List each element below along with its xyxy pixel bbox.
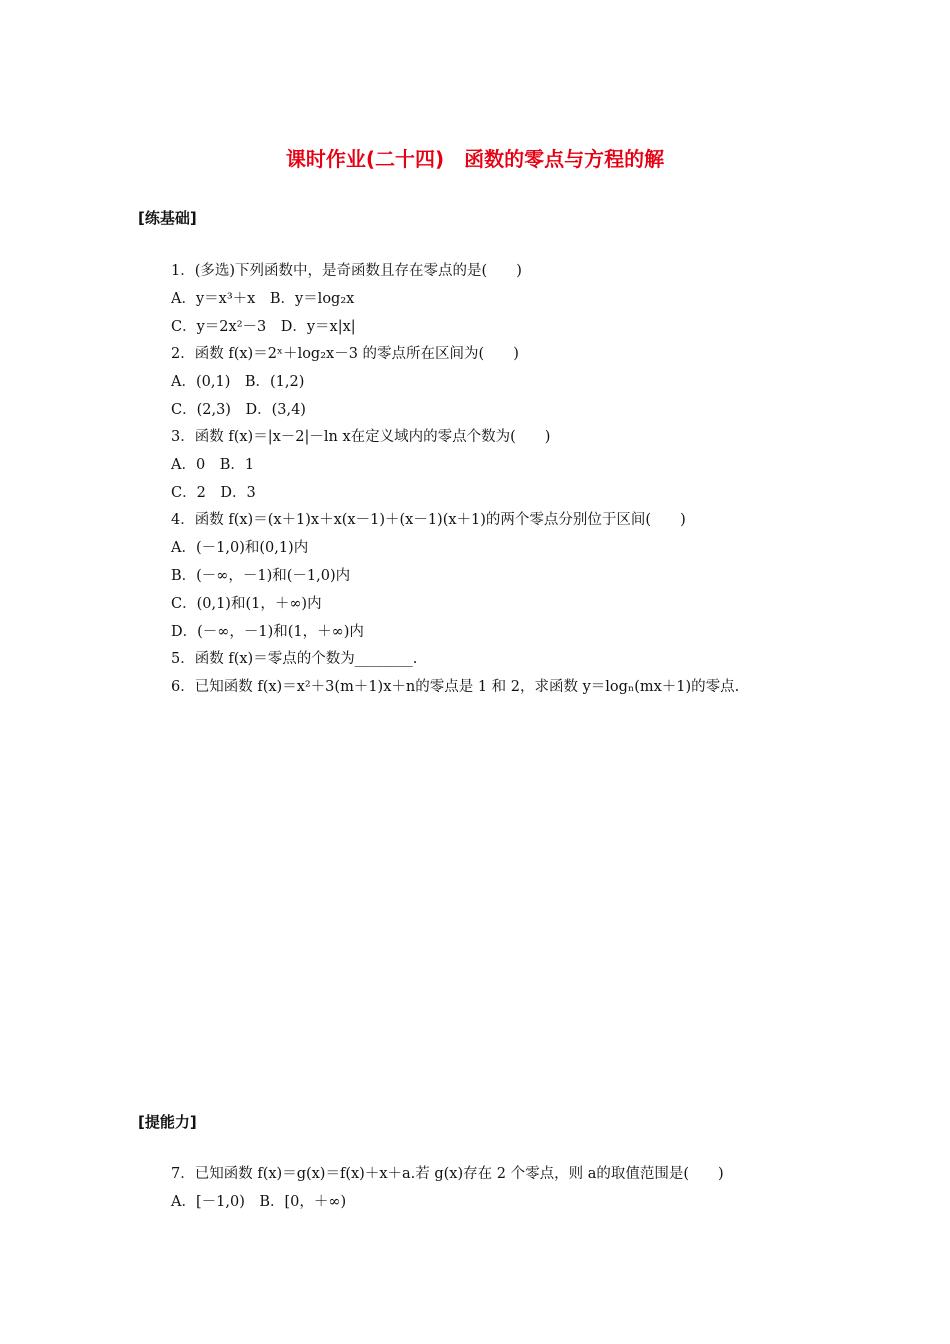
question-6: 6．已知函数 f(x)＝x²＋3(m＋1)x＋n的零点是 1 和 2，求函数 y＝logₙ(mx＋1)的零点.	[171, 679, 740, 695]
question-7: 7．已知函数 f(x)＝g(x)＝f(x)＋x＋a.若 g(x)存在 2 个零点，则 a的取值范围是( )	[171, 1166, 724, 1182]
question-4-option-c: C．(0,1)和(1，＋∞)内	[171, 596, 322, 612]
section-heading-improve: [提能力]	[138, 1113, 197, 1131]
question-4: 4．函数 f(x)＝(x＋1)x＋x(x－1)＋(x－1)(x＋1)的两个零点分别位于区间( )	[171, 512, 686, 528]
question-3-options-ab: A．0 B．1	[171, 457, 255, 473]
question-5: 5．函数 f(x)＝零点的个数为________.	[171, 651, 418, 667]
question-3: 3．函数 f(x)＝|x－2|－ln x在定义域内的零点个数为( )	[171, 429, 551, 445]
question-2: 2．函数 f(x)＝2ˣ＋log₂x－3 的零点所在区间为( )	[171, 346, 519, 362]
question-2-options-ab: A．(0,1) B．(1,2)	[171, 374, 305, 390]
document-title: 课时作业(二十四) 函数的零点与方程的解	[285, 147, 665, 171]
question-4-option-b: B．(－∞，－1)和(－1,0)内	[171, 568, 351, 584]
question-1-options-ab: A．y＝x³＋x B．y＝log₂x	[171, 291, 355, 307]
question-1-options-cd: C．y＝2x²－3 D．y＝x|x|	[171, 319, 356, 335]
question-4-option-a: A．(－1,0)和(0,1)内	[171, 540, 309, 556]
question-3-options-cd: C．2 D．3	[171, 485, 256, 501]
question-4-option-d: D．(－∞，－1)和(1，＋∞)内	[171, 624, 364, 640]
question-7-options-ab: A．[－1,0) B．[0，＋∞)	[171, 1194, 347, 1210]
section-heading-basic: [练基础]	[138, 209, 197, 227]
question-2-options-cd: C．(2,3) D．(3,4)	[171, 402, 306, 418]
question-1: 1．(多选)下列函数中，是奇函数且存在零点的是( )	[171, 263, 522, 279]
